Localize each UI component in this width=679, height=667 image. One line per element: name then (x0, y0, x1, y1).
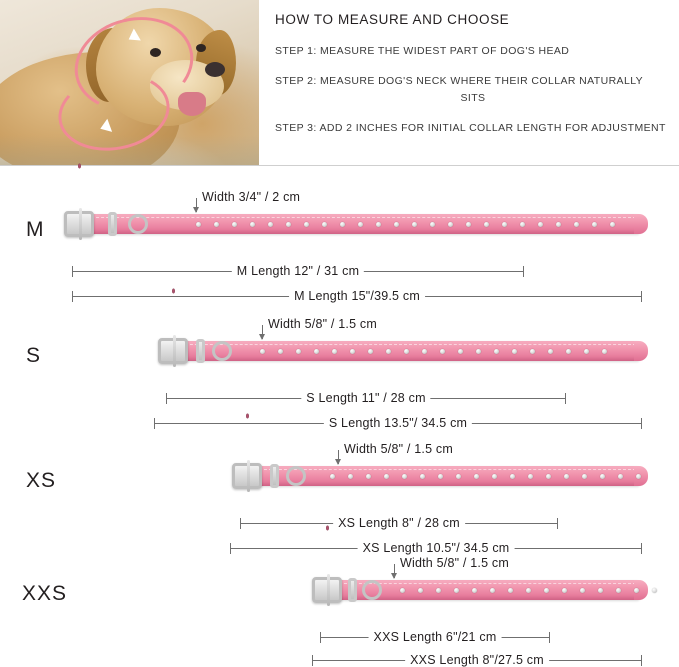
stud (566, 349, 571, 354)
stud (530, 349, 535, 354)
stud (420, 474, 425, 479)
width-arrow-xxs (394, 564, 395, 578)
dim-line-xs-1 (240, 516, 558, 530)
dim-cap-left (72, 266, 73, 277)
stud (422, 349, 427, 354)
dim-line-m-2 (72, 289, 642, 303)
stud (636, 474, 641, 479)
stud (448, 222, 453, 227)
stud (598, 588, 603, 593)
stud (512, 349, 517, 354)
stud (366, 474, 371, 479)
stud (400, 588, 405, 593)
page-title: HOW TO MEASURE AND CHOOSE (275, 12, 510, 27)
stud (314, 349, 319, 354)
stud (438, 474, 443, 479)
collar-tip-s (634, 341, 648, 361)
dim-line-xs-2 (230, 541, 642, 555)
stud (268, 222, 273, 227)
dim-line-xxs-2 (312, 653, 642, 667)
keeper-loop-xs (270, 464, 279, 488)
stud (526, 588, 531, 593)
buckle-holes-xs (246, 413, 249, 420)
stud (548, 349, 553, 354)
hole (172, 289, 175, 294)
stud (538, 222, 543, 227)
keeper-loop-m (108, 212, 117, 236)
dim-cap-right (641, 418, 642, 429)
studs-s (260, 346, 607, 356)
stud (456, 474, 461, 479)
stud (484, 222, 489, 227)
stud (616, 588, 621, 593)
size-label-m: M (26, 218, 45, 241)
stud (546, 474, 551, 479)
keeper-loop-xxs (348, 578, 357, 602)
width-label-s: Width 5/8" / 1.5 cm (268, 317, 377, 331)
stud (476, 349, 481, 354)
stud (634, 588, 639, 593)
size-label-xs: XS (26, 469, 57, 492)
stud (528, 474, 533, 479)
stud (436, 588, 441, 593)
stud (418, 588, 423, 593)
stud (332, 349, 337, 354)
stud (492, 474, 497, 479)
dim-cap-left (320, 632, 321, 643)
size-label-xxs: XXS (22, 582, 68, 605)
step-2-line-2: SITS (460, 91, 486, 104)
stud (520, 222, 525, 227)
stud (214, 222, 219, 227)
stud (466, 222, 471, 227)
dim-label-m-1: M Length 12" / 31 cm (232, 264, 364, 278)
instructions (259, 0, 679, 165)
stud (600, 474, 605, 479)
stud (592, 222, 597, 227)
stud (394, 222, 399, 227)
stud (474, 474, 479, 479)
size-chart (0, 166, 679, 667)
buckle-xxs (312, 577, 342, 603)
dim-cap-left (72, 291, 73, 302)
dim-cap-left (240, 518, 241, 529)
width-arrow-m (196, 198, 197, 212)
dim-cap-left (230, 543, 231, 554)
buckle-m (64, 211, 94, 237)
step-3: STEP 3: ADD 2 INCHES FOR INITIAL COLLAR LENGTH FOR ADJUSTMENT (275, 121, 666, 134)
stud (562, 588, 567, 593)
dim-line-m-1 (72, 264, 524, 278)
d-ring-xxs (362, 580, 382, 600)
buckle-holes-m (78, 163, 81, 170)
stud (376, 222, 381, 227)
dog-nose-shape (205, 62, 225, 77)
width-label-xs: Width 5/8" / 1.5 cm (344, 442, 453, 456)
stud (350, 349, 355, 354)
stud (340, 222, 345, 227)
stud (574, 222, 579, 227)
dim-label-xxs-1: XXS Length 6"/21 cm (369, 630, 502, 644)
stud (260, 349, 265, 354)
stud (358, 222, 363, 227)
dim-line-s-1 (166, 391, 566, 405)
dim-cap-left (154, 418, 155, 429)
dim-label-xs-1: XS Length 8" / 28 cm (333, 516, 465, 530)
stud (440, 349, 445, 354)
stud (368, 349, 373, 354)
buckle-holes-xxs (326, 525, 329, 532)
d-ring-m (128, 214, 148, 234)
stud (196, 222, 201, 227)
stud (454, 588, 459, 593)
stud (564, 474, 569, 479)
dim-cap-right (565, 393, 566, 404)
hole (326, 526, 329, 531)
dim-cap-right (523, 266, 524, 277)
dim-cap-right (641, 543, 642, 554)
dim-cap-right (549, 632, 550, 643)
dim-label-s-1: S Length 11" / 28 cm (301, 391, 430, 405)
hole (246, 414, 249, 419)
stud (472, 588, 477, 593)
size-label-s: S (26, 344, 42, 367)
stud (404, 349, 409, 354)
stud (502, 222, 507, 227)
hole (78, 164, 81, 169)
dog-eye-right-shape (196, 44, 206, 52)
keeper-loop-s (196, 339, 205, 363)
dim-label-m-2: M Length 15"/39.5 cm (289, 289, 425, 303)
dim-label-xxs-2: XXS Length 8"/27.5 cm (405, 653, 549, 667)
stud (322, 222, 327, 227)
step-2 (275, 73, 671, 106)
d-ring-xs (286, 466, 306, 486)
dim-line-xxs-1 (320, 630, 550, 644)
step-2-line-1: STEP 2: MEASURE DOG'S NECK WHERE THEIR COLLAR NATURALLY (275, 75, 644, 88)
stud (278, 349, 283, 354)
width-arrow-xs (338, 450, 339, 464)
stud (556, 222, 561, 227)
dim-cap-left (312, 655, 313, 666)
dog-photo (0, 0, 259, 165)
stud (286, 222, 291, 227)
stud (412, 222, 417, 227)
stud (386, 349, 391, 354)
studs-xxs (400, 585, 657, 595)
collar-tip-m (634, 214, 648, 234)
buckle-s (158, 338, 188, 364)
width-arrow-s (262, 325, 263, 339)
dim-cap-right (641, 291, 642, 302)
stud (490, 588, 495, 593)
stud (296, 349, 301, 354)
stud (582, 474, 587, 479)
stud (330, 474, 335, 479)
stud (610, 222, 615, 227)
dim-line-s-2 (154, 416, 642, 430)
dim-cap-right (641, 655, 642, 666)
dim-label-s-2: S Length 13.5"/ 34.5 cm (324, 416, 472, 430)
dim-label-xs-2: XS Length 10.5"/ 34.5 cm (358, 541, 515, 555)
stud (584, 349, 589, 354)
stud (430, 222, 435, 227)
width-label-xxs: Width 5/8" / 1.5 cm (400, 556, 509, 570)
buckle-xs (232, 463, 262, 489)
width-label-m: Width 3/4" / 2 cm (202, 190, 301, 204)
buckle-holes-s (172, 288, 175, 295)
stud (580, 588, 585, 593)
step-1: STEP 1: MEASURE THE WIDEST PART OF DOG'S HEAD (275, 45, 570, 57)
stud (494, 349, 499, 354)
stud (250, 222, 255, 227)
dim-cap-left (166, 393, 167, 404)
stud (544, 588, 549, 593)
stud (652, 588, 657, 593)
stud (384, 474, 389, 479)
stud (510, 474, 515, 479)
stud (348, 474, 353, 479)
stud (602, 349, 607, 354)
studs-m (196, 219, 615, 229)
stud (304, 222, 309, 227)
stud (232, 222, 237, 227)
d-ring-s (212, 341, 232, 361)
studs-xs (330, 471, 641, 481)
stud (402, 474, 407, 479)
stud (508, 588, 513, 593)
dim-cap-right (557, 518, 558, 529)
stud (618, 474, 623, 479)
header (0, 0, 679, 166)
dog-tongue-shape (178, 92, 206, 116)
stud (458, 349, 463, 354)
